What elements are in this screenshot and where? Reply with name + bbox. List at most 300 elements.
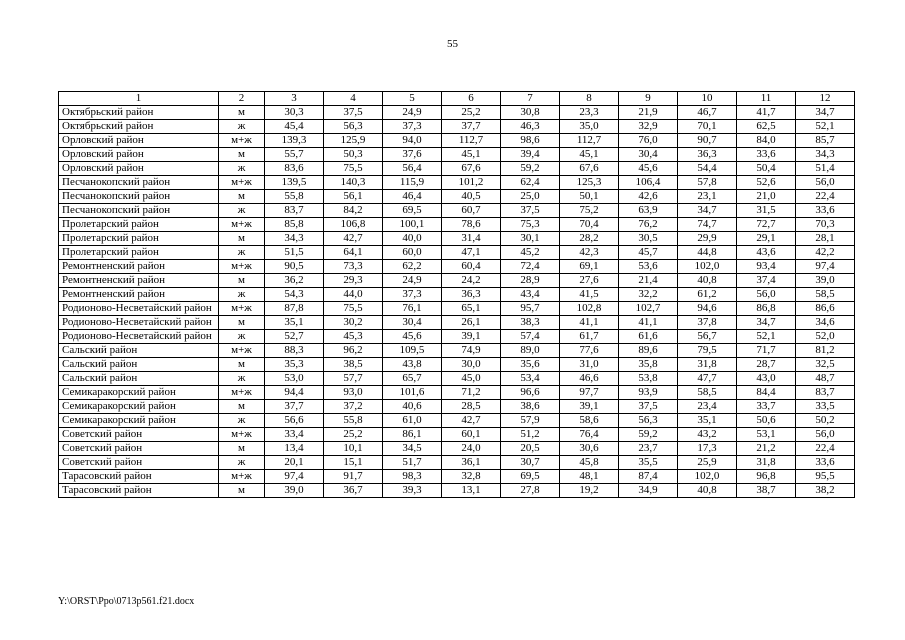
value-cell: 36,3 xyxy=(678,148,737,162)
table-row xyxy=(59,330,855,344)
value-cell: 54,4 xyxy=(678,162,737,176)
value-cell: 96,6 xyxy=(501,386,560,400)
value-cell: 36,2 xyxy=(265,274,324,288)
value-cell: 95,5 xyxy=(796,470,855,484)
value-cell: 43,6 xyxy=(737,246,796,260)
sex-cell: м xyxy=(219,148,265,162)
value-cell: 30,7 xyxy=(501,456,560,470)
sex-cell: м xyxy=(219,484,265,498)
sex-cell: м xyxy=(219,190,265,204)
table-row xyxy=(59,470,855,484)
value-cell: 29,9 xyxy=(678,232,737,246)
value-cell: 38,5 xyxy=(324,358,383,372)
sex-cell: ж xyxy=(219,204,265,218)
sex-cell: м+ж xyxy=(219,344,265,358)
value-cell: 37,5 xyxy=(501,204,560,218)
value-cell: 67,6 xyxy=(560,162,619,176)
value-cell: 58,5 xyxy=(796,288,855,302)
table-row xyxy=(59,400,855,414)
value-cell: 59,2 xyxy=(619,428,678,442)
value-cell: 75,2 xyxy=(560,204,619,218)
value-cell: 45,7 xyxy=(619,246,678,260)
value-cell: 83,7 xyxy=(796,386,855,400)
value-cell: 60,0 xyxy=(383,246,442,260)
value-cell: 39,3 xyxy=(383,484,442,498)
value-cell: 34,5 xyxy=(383,442,442,456)
value-cell: 62,5 xyxy=(737,120,796,134)
value-cell: 44,0 xyxy=(324,288,383,302)
district-name-cell: Песчанокопский район xyxy=(59,176,219,190)
value-cell: 72,7 xyxy=(737,218,796,232)
value-cell: 64,1 xyxy=(324,246,383,260)
table-row xyxy=(59,358,855,372)
value-cell: 96,8 xyxy=(737,470,796,484)
value-cell: 22,4 xyxy=(796,190,855,204)
sex-cell: м+ж xyxy=(219,386,265,400)
value-cell: 50,6 xyxy=(737,414,796,428)
value-cell: 45,6 xyxy=(619,162,678,176)
value-cell: 79,5 xyxy=(678,344,737,358)
value-cell: 62,4 xyxy=(501,176,560,190)
value-cell: 41,1 xyxy=(560,316,619,330)
value-cell: 24,9 xyxy=(383,106,442,120)
header-cell: 11 xyxy=(737,92,796,106)
table-row xyxy=(59,274,855,288)
value-cell: 56,0 xyxy=(737,288,796,302)
value-cell: 23,3 xyxy=(560,106,619,120)
value-cell: 37,7 xyxy=(265,400,324,414)
value-cell: 20,5 xyxy=(501,442,560,456)
value-cell: 45,3 xyxy=(324,330,383,344)
table-row xyxy=(59,414,855,428)
value-cell: 32,5 xyxy=(796,358,855,372)
district-name-cell: Песчанокопский район xyxy=(59,204,219,218)
value-cell: 32,9 xyxy=(619,120,678,134)
value-cell: 70,3 xyxy=(796,218,855,232)
value-cell: 69,5 xyxy=(501,470,560,484)
value-cell: 56,4 xyxy=(383,162,442,176)
value-cell: 100,1 xyxy=(383,218,442,232)
value-cell: 57,8 xyxy=(678,176,737,190)
table-row xyxy=(59,204,855,218)
value-cell: 30,5 xyxy=(619,232,678,246)
value-cell: 17,3 xyxy=(678,442,737,456)
value-cell: 29,1 xyxy=(737,232,796,246)
value-cell: 13,1 xyxy=(442,484,501,498)
value-cell: 74,7 xyxy=(678,218,737,232)
value-cell: 39,0 xyxy=(265,484,324,498)
header-cell: 2 xyxy=(219,92,265,106)
value-cell: 76,4 xyxy=(560,428,619,442)
value-cell: 57,9 xyxy=(501,414,560,428)
district-name-cell: Ремонтненский район xyxy=(59,288,219,302)
value-cell: 70,1 xyxy=(678,120,737,134)
value-cell: 35,3 xyxy=(265,358,324,372)
value-cell: 101,2 xyxy=(442,176,501,190)
value-cell: 42,2 xyxy=(796,246,855,260)
value-cell: 112,7 xyxy=(442,134,501,148)
value-cell: 50,1 xyxy=(560,190,619,204)
sex-cell: м xyxy=(219,316,265,330)
value-cell: 37,3 xyxy=(383,288,442,302)
value-cell: 46,4 xyxy=(383,190,442,204)
value-cell: 69,1 xyxy=(560,260,619,274)
value-cell: 40,8 xyxy=(678,274,737,288)
value-cell: 74,9 xyxy=(442,344,501,358)
value-cell: 50,2 xyxy=(796,414,855,428)
value-cell: 75,3 xyxy=(501,218,560,232)
district-name-cell: Пролетарский район xyxy=(59,246,219,260)
value-cell: 57,7 xyxy=(324,372,383,386)
header-cell: 4 xyxy=(324,92,383,106)
value-cell: 125,3 xyxy=(560,176,619,190)
value-cell: 62,2 xyxy=(383,260,442,274)
table-row xyxy=(59,120,855,134)
value-cell: 52,0 xyxy=(796,330,855,344)
value-cell: 90,7 xyxy=(678,134,737,148)
value-cell: 33,5 xyxy=(796,400,855,414)
value-cell: 24,9 xyxy=(383,274,442,288)
value-cell: 38,2 xyxy=(796,484,855,498)
district-name-cell: Пролетарский район xyxy=(59,218,219,232)
value-cell: 40,6 xyxy=(383,400,442,414)
value-cell: 41,5 xyxy=(560,288,619,302)
sex-cell: м xyxy=(219,358,265,372)
value-cell: 60,4 xyxy=(442,260,501,274)
value-cell: 36,3 xyxy=(442,288,501,302)
value-cell: 31,8 xyxy=(678,358,737,372)
sex-cell: м+ж xyxy=(219,260,265,274)
value-cell: 37,3 xyxy=(383,120,442,134)
value-cell: 52,1 xyxy=(796,120,855,134)
value-cell: 106,8 xyxy=(324,218,383,232)
value-cell: 28,5 xyxy=(442,400,501,414)
value-cell: 63,9 xyxy=(619,204,678,218)
value-cell: 30,2 xyxy=(324,316,383,330)
value-cell: 53,0 xyxy=(265,372,324,386)
value-cell: 35,6 xyxy=(501,358,560,372)
value-cell: 87,4 xyxy=(619,470,678,484)
sex-cell: м+ж xyxy=(219,302,265,316)
value-cell: 85,8 xyxy=(265,218,324,232)
sex-cell: м xyxy=(219,106,265,120)
value-cell: 139,5 xyxy=(265,176,324,190)
value-cell: 42,3 xyxy=(560,246,619,260)
value-cell: 67,6 xyxy=(442,162,501,176)
value-cell: 45,4 xyxy=(265,120,324,134)
value-cell: 27,8 xyxy=(501,484,560,498)
value-cell: 39,0 xyxy=(796,274,855,288)
value-cell: 42,7 xyxy=(324,232,383,246)
table-row xyxy=(59,134,855,148)
district-name-cell: Советский район xyxy=(59,428,219,442)
value-cell: 54,3 xyxy=(265,288,324,302)
value-cell: 38,7 xyxy=(737,484,796,498)
district-name-cell: Ремонтненский район xyxy=(59,274,219,288)
district-name-cell: Сальский район xyxy=(59,372,219,386)
header-cell: 10 xyxy=(678,92,737,106)
value-cell: 61,0 xyxy=(383,414,442,428)
value-cell: 42,7 xyxy=(442,414,501,428)
value-cell: 56,0 xyxy=(796,176,855,190)
value-cell: 37,5 xyxy=(619,400,678,414)
district-name-cell: Родионово-Несветайский район xyxy=(59,302,219,316)
value-cell: 41,1 xyxy=(619,316,678,330)
sex-cell: ж xyxy=(219,456,265,470)
sex-cell: ж xyxy=(219,246,265,260)
value-cell: 55,8 xyxy=(265,190,324,204)
value-cell: 35,5 xyxy=(619,456,678,470)
district-name-cell: Советский район xyxy=(59,442,219,456)
value-cell: 32,2 xyxy=(619,288,678,302)
value-cell: 84,0 xyxy=(737,134,796,148)
value-cell: 95,7 xyxy=(501,302,560,316)
value-cell: 51,7 xyxy=(383,456,442,470)
value-cell: 98,3 xyxy=(383,470,442,484)
value-cell: 38,6 xyxy=(501,400,560,414)
value-cell: 37,6 xyxy=(383,148,442,162)
header-cell: 9 xyxy=(619,92,678,106)
sex-cell: м xyxy=(219,400,265,414)
district-name-cell: Семикаракорский район xyxy=(59,400,219,414)
value-cell: 88,3 xyxy=(265,344,324,358)
value-cell: 47,7 xyxy=(678,372,737,386)
value-cell: 19,2 xyxy=(560,484,619,498)
value-cell: 15,1 xyxy=(324,456,383,470)
value-cell: 98,6 xyxy=(501,134,560,148)
value-cell: 51,5 xyxy=(265,246,324,260)
table-row xyxy=(59,246,855,260)
value-cell: 102,7 xyxy=(619,302,678,316)
header-cell: 8 xyxy=(560,92,619,106)
value-cell: 109,5 xyxy=(383,344,442,358)
value-cell: 58,6 xyxy=(560,414,619,428)
value-cell: 76,2 xyxy=(619,218,678,232)
value-cell: 53,8 xyxy=(619,372,678,386)
table-row xyxy=(59,316,855,330)
value-cell: 56,7 xyxy=(678,330,737,344)
page-number: 55 xyxy=(447,38,458,50)
district-name-cell: Советский район xyxy=(59,456,219,470)
value-cell: 35,1 xyxy=(265,316,324,330)
value-cell: 45,1 xyxy=(442,148,501,162)
value-cell: 10,1 xyxy=(324,442,383,456)
district-name-cell: Тарасовский район xyxy=(59,470,219,484)
sex-cell: ж xyxy=(219,414,265,428)
value-cell: 59,2 xyxy=(501,162,560,176)
value-cell: 37,7 xyxy=(442,120,501,134)
table-row xyxy=(59,456,855,470)
value-cell: 34,3 xyxy=(265,232,324,246)
value-cell: 75,5 xyxy=(324,162,383,176)
value-cell: 96,2 xyxy=(324,344,383,358)
value-cell: 38,3 xyxy=(501,316,560,330)
value-cell: 45,0 xyxy=(442,372,501,386)
value-cell: 41,7 xyxy=(737,106,796,120)
value-cell: 97,4 xyxy=(796,260,855,274)
value-cell: 140,3 xyxy=(324,176,383,190)
district-name-cell: Орловский район xyxy=(59,148,219,162)
statistics-table xyxy=(58,91,855,498)
table-row xyxy=(59,484,855,498)
district-name-cell: Семикаракорский район xyxy=(59,414,219,428)
value-cell: 69,5 xyxy=(383,204,442,218)
value-cell: 94,0 xyxy=(383,134,442,148)
value-cell: 83,6 xyxy=(265,162,324,176)
value-cell: 37,5 xyxy=(324,106,383,120)
value-cell: 30,4 xyxy=(619,148,678,162)
value-cell: 60,1 xyxy=(442,428,501,442)
value-cell: 45,2 xyxy=(501,246,560,260)
table-body xyxy=(59,92,855,498)
value-cell: 35,8 xyxy=(619,358,678,372)
value-cell: 29,3 xyxy=(324,274,383,288)
value-cell: 42,6 xyxy=(619,190,678,204)
value-cell: 102,0 xyxy=(678,260,737,274)
value-cell: 55,8 xyxy=(324,414,383,428)
value-cell: 25,2 xyxy=(442,106,501,120)
table-row xyxy=(59,148,855,162)
value-cell: 48,1 xyxy=(560,470,619,484)
value-cell: 40,5 xyxy=(442,190,501,204)
value-cell: 87,8 xyxy=(265,302,324,316)
sex-cell: ж xyxy=(219,162,265,176)
table-row xyxy=(59,106,855,120)
value-cell: 34,7 xyxy=(737,316,796,330)
value-cell: 30,3 xyxy=(265,106,324,120)
value-cell: 31,8 xyxy=(737,456,796,470)
district-name-cell: Сальский район xyxy=(59,344,219,358)
district-name-cell: Песчанокопский район xyxy=(59,190,219,204)
value-cell: 76,0 xyxy=(619,134,678,148)
value-cell: 23,4 xyxy=(678,400,737,414)
value-cell: 34,9 xyxy=(619,484,678,498)
value-cell: 86,6 xyxy=(796,302,855,316)
value-cell: 43,8 xyxy=(383,358,442,372)
sex-cell: м+ж xyxy=(219,428,265,442)
value-cell: 35,0 xyxy=(560,120,619,134)
value-cell: 33,4 xyxy=(265,428,324,442)
value-cell: 56,3 xyxy=(324,120,383,134)
value-cell: 89,0 xyxy=(501,344,560,358)
header-cell: 7 xyxy=(501,92,560,106)
district-name-cell: Октябрьский район xyxy=(59,120,219,134)
value-cell: 46,3 xyxy=(501,120,560,134)
table-row xyxy=(59,232,855,246)
value-cell: 106,4 xyxy=(619,176,678,190)
value-cell: 28,7 xyxy=(737,358,796,372)
value-cell: 45,8 xyxy=(560,456,619,470)
value-cell: 45,1 xyxy=(560,148,619,162)
value-cell: 70,4 xyxy=(560,218,619,232)
sex-cell: ж xyxy=(219,120,265,134)
value-cell: 61,6 xyxy=(619,330,678,344)
value-cell: 61,2 xyxy=(678,288,737,302)
table-row xyxy=(59,344,855,358)
value-cell: 93,0 xyxy=(324,386,383,400)
value-cell: 34,6 xyxy=(796,316,855,330)
value-cell: 93,9 xyxy=(619,386,678,400)
value-cell: 26,1 xyxy=(442,316,501,330)
value-cell: 28,1 xyxy=(796,232,855,246)
value-cell: 32,8 xyxy=(442,470,501,484)
value-cell: 39,1 xyxy=(560,400,619,414)
sex-cell: м+ж xyxy=(219,218,265,232)
value-cell: 53,4 xyxy=(501,372,560,386)
value-cell: 33,7 xyxy=(737,400,796,414)
value-cell: 31,4 xyxy=(442,232,501,246)
value-cell: 45,6 xyxy=(383,330,442,344)
value-cell: 37,4 xyxy=(737,274,796,288)
value-cell: 48,7 xyxy=(796,372,855,386)
district-name-cell: Сальский район xyxy=(59,358,219,372)
value-cell: 31,5 xyxy=(737,204,796,218)
value-cell: 75,5 xyxy=(324,302,383,316)
table-row xyxy=(59,386,855,400)
sex-cell: ж xyxy=(219,330,265,344)
sex-cell: ж xyxy=(219,372,265,386)
value-cell: 71,2 xyxy=(442,386,501,400)
value-cell: 51,2 xyxy=(501,428,560,442)
value-cell: 65,7 xyxy=(383,372,442,386)
value-cell: 46,7 xyxy=(678,106,737,120)
value-cell: 44,8 xyxy=(678,246,737,260)
value-cell: 30,4 xyxy=(383,316,442,330)
table-row xyxy=(59,162,855,176)
table-row xyxy=(59,190,855,204)
header-cell: 5 xyxy=(383,92,442,106)
value-cell: 53,1 xyxy=(737,428,796,442)
value-cell: 102,8 xyxy=(560,302,619,316)
table-row xyxy=(59,288,855,302)
value-cell: 71,7 xyxy=(737,344,796,358)
value-cell: 85,7 xyxy=(796,134,855,148)
value-cell: 101,6 xyxy=(383,386,442,400)
table-row xyxy=(59,442,855,456)
value-cell: 94,6 xyxy=(678,302,737,316)
value-cell: 65,1 xyxy=(442,302,501,316)
value-cell: 50,3 xyxy=(324,148,383,162)
value-cell: 57,4 xyxy=(501,330,560,344)
value-cell: 52,1 xyxy=(737,330,796,344)
value-cell: 23,7 xyxy=(619,442,678,456)
value-cell: 21,9 xyxy=(619,106,678,120)
value-cell: 61,7 xyxy=(560,330,619,344)
value-cell: 86,8 xyxy=(737,302,796,316)
value-cell: 55,7 xyxy=(265,148,324,162)
value-cell: 47,1 xyxy=(442,246,501,260)
sex-cell: ж xyxy=(219,288,265,302)
value-cell: 77,6 xyxy=(560,344,619,358)
value-cell: 50,4 xyxy=(737,162,796,176)
value-cell: 76,1 xyxy=(383,302,442,316)
value-cell: 72,4 xyxy=(501,260,560,274)
district-name-cell: Тарасовский район xyxy=(59,484,219,498)
sex-cell: м xyxy=(219,232,265,246)
value-cell: 25,2 xyxy=(324,428,383,442)
sex-cell: м+ж xyxy=(219,176,265,190)
district-name-cell: Орловский район xyxy=(59,162,219,176)
value-cell: 60,7 xyxy=(442,204,501,218)
value-cell: 31,0 xyxy=(560,358,619,372)
value-cell: 21,4 xyxy=(619,274,678,288)
value-cell: 94,4 xyxy=(265,386,324,400)
value-cell: 20,1 xyxy=(265,456,324,470)
table-row xyxy=(59,176,855,190)
value-cell: 139,3 xyxy=(265,134,324,148)
value-cell: 58,5 xyxy=(678,386,737,400)
value-cell: 86,1 xyxy=(383,428,442,442)
